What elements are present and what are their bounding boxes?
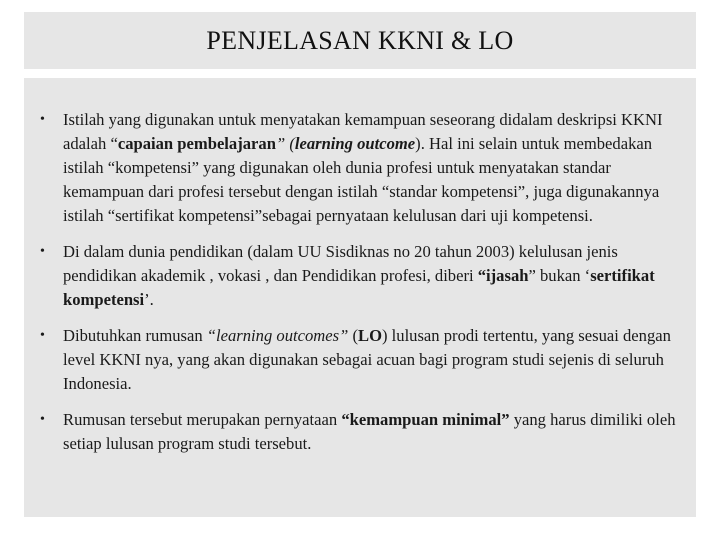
bullet-text-segment: ) lulusan prodi tertentu, yang sesuai dengan level KKNI nya, yang akan digunakan sebagai acuan bagi program studi sejenis di seluruh Indonesia.: [63, 326, 671, 393]
bullet-text-segment: ). Hal ini selain untuk membedakan istilah “kompetensi” yang digunakan oleh dunia profesi untuk menyatakan standar kemampuan dari profesi tersebut dengan istilah “standar kompetensi”, juga digunakannya istilah “sertifikat kompetensi”sebagai pernyataan kelulusan dari uji kompetensi.: [63, 134, 660, 225]
bullet-text-segment: Dibutuhkan rumusan: [63, 326, 207, 345]
bullet-text-segment: yang harus dimiliki oleh setiap lulusan program studi tersebut.: [63, 410, 676, 453]
bullet-text-segment: ” bukan ‘: [528, 266, 591, 285]
bullet-text-segment: capaian pembelajaran: [117, 134, 276, 153]
bullet-text-segment: Di dalam dunia pendidikan (dalam UU Sisdiknas no 20 tahun 2003) kelulusan jenis pendidikan akademik , vokasi , dan Pendidikan profesi, diberi: [63, 242, 618, 285]
bullet-item-4: [37, 408, 686, 456]
bullet-text-segment: ” (: [275, 134, 295, 153]
bullet-item-1: [37, 108, 686, 228]
bullet-text-segment: LO: [358, 326, 382, 345]
content-box: [24, 78, 696, 517]
bullet-item-3: [37, 324, 686, 396]
bullet-item-2: [37, 240, 686, 312]
bullet-text-segment: learning outcome: [294, 134, 416, 153]
bullet-text-segment: “learning outcomes”: [206, 326, 349, 345]
title-bar: [24, 12, 696, 69]
bullet-text-segment: Rumusan tersebut merupakan pernyataan: [63, 410, 342, 429]
bullet-text-segment: (: [348, 326, 358, 345]
bullet-dot: •: [40, 412, 45, 427]
bullet-dot: •: [40, 328, 45, 343]
bullet-list: [37, 108, 686, 456]
bullet-text-segment: “kemampuan minimal”: [341, 410, 510, 429]
bullet-dot: •: [40, 112, 45, 127]
bullet-dot: •: [40, 244, 45, 259]
bullet-text-segment: sertifikat kompetensi: [63, 266, 655, 309]
slide-title: PENJELASAN KKNI & LO: [206, 25, 514, 55]
bullet-text-segment: Istilah yang digunakan untuk menyatakan kemampuan seseorang didalam deskripsi KKNI adalah “: [63, 110, 663, 153]
bullet-text-segment: ’.: [144, 290, 154, 309]
bullet-text-segment: “ijasah: [477, 266, 529, 285]
